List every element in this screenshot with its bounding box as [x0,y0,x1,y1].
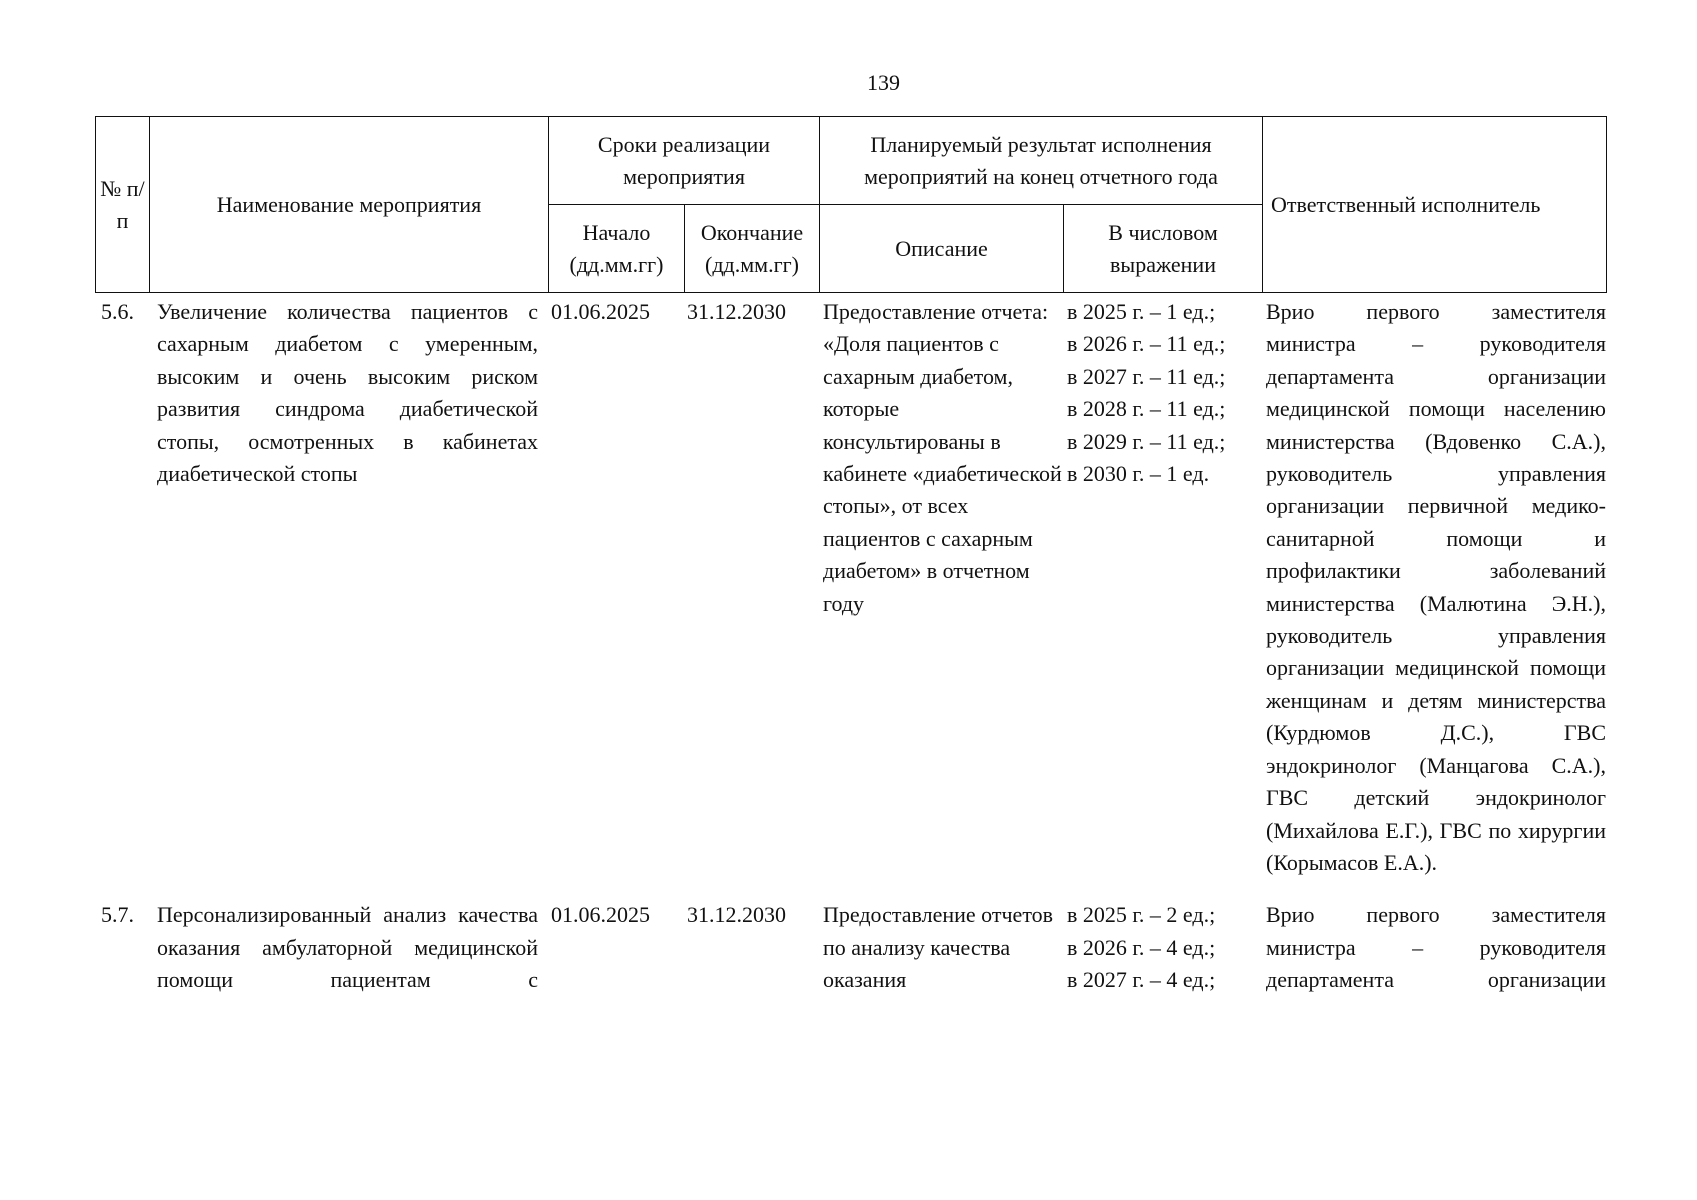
header-start: Начало (дд.мм.гг) [549,205,685,293]
row-start: 01.06.2025 [551,299,650,324]
value-line: в 2026 г. – 4 ед.; [1067,934,1216,960]
table-header [95,116,1607,293]
header-description: Описание [820,205,1064,293]
row-name: Увеличение количества пациентов с сахарным диабетом с умеренным, высоким и очень высоким риском развития синдрома диабетической стопы, осмотренных в кабинетах диабетической стопы [157,299,538,487]
header-numeric: В числовом выражении [1064,205,1263,293]
row-description: Предоставление отчетов по анализу качества оказания [823,902,1054,993]
value-line: в 2027 г. – 11 ед.; [1067,363,1226,389]
value-line: в 2029 г. – 11 ед.; [1067,428,1226,454]
table-row [95,296,1606,879]
value-line: в 2025 г. – 2 ед.; [1067,902,1216,928]
value-line: в 2027 г. – 4 ед.; [1067,967,1216,993]
table-body [95,296,1606,997]
row-responsible: Врио первого заместителя министра – руководителя департамента организации [1266,902,1606,993]
row-values [1063,879,1262,996]
row-end: 31.12.2030 [687,902,786,928]
row-num: 5.7. [101,902,134,928]
row-description: Предоставление отчета: «Доля пациентов с сахарным диабетом, которые консультированы в кабинете «диабетической стопы», от всех пациентов с сахарным диабетом» в отчетном году [823,299,1062,616]
header-name: Наименование мероприятия [150,117,549,293]
value-line: в 2025 г. – 1 ед.; [1067,299,1216,324]
row-end: 31.12.2030 [687,299,786,324]
header-end: Окончание (дд.мм.гг) [685,205,820,293]
row-name: Персонализированный анализ качества оказания амбулаторной медицинской помощи пациентам с [157,902,538,993]
table-row [95,879,1606,996]
header-responsible: Ответственный исполнитель [1263,117,1607,293]
row-num: 5.6. [101,299,134,324]
header-num: № п/п [96,117,150,293]
value-line: в 2026 г. – 11 ед.; [1067,331,1226,357]
value-line: в 2028 г. – 11 ед.; [1067,396,1226,422]
row-responsible: Врио первого заместителя министра – руководителя департамента организации медицинской помощи населению министерства (Вдовенко С.А.), руководитель управления организации первичной медико-санитарной помощи и профилактики заболеваний министерства (Малютина Э.Н.), руководитель управления организации медицинской помощи женщинам и детям министерства (Курдюмов Д.С.), ГВС эндокринолог (Манцагова С.А.), ГВС детский эндокринолог (Михайлова Е.Г.), ГВС по хирургии (Корымасов Е.А.). [1266,299,1606,875]
header-terms: Сроки реализации мероприятия [549,117,820,205]
header-result: Планируемый результат исполнения мероприятий на конец отчетного года [820,117,1263,205]
row-values [1063,296,1262,879]
row-start: 01.06.2025 [551,902,650,928]
value-line: в 2030 г. – 1 ед. [1067,461,1210,487]
page-number: 139 [867,70,900,95]
